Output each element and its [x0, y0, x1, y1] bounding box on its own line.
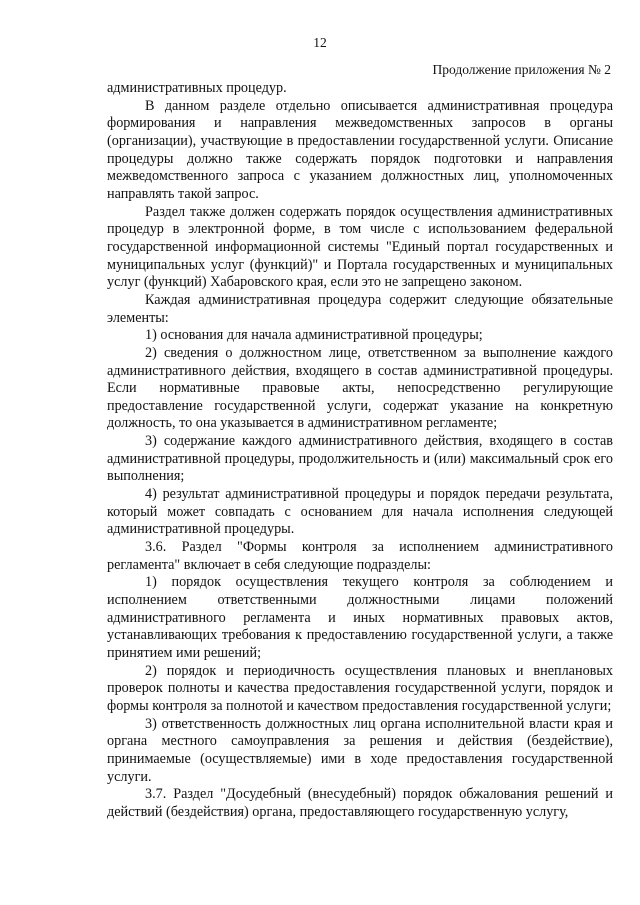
list-item: 3) содержание каждого административного действия, входящего в состав административной процедуры, продолжительность и (или) максимальный срок его выполнения;: [107, 433, 613, 485]
list-item: 2) сведения о должностном лице, ответственном за выполнение каждого административного действия, входящего в состав административной процедуры. Если нормативные правовые акты, непосредственно регулирующие предоставление государственной услуги, содержат указание на конкретную должность, то она указывается в административном регламенте;: [107, 344, 613, 432]
paragraph: В данном разделе отдельно описывается административная процедура формирования и направления межведомственных запросов в органы (организации), участвующие в предоставлении государственной услуги. Описание процедуры должно также содержать порядок подготовки и направления межведомственного запроса с указанием должностных лиц, уполномоченных направлять такой запрос.: [107, 97, 613, 202]
section-paragraph: 3.6. Раздел "Формы контроля за исполнением административного регламента" включает в себя следующие подразделы:: [107, 539, 613, 573]
page-number: 12: [313, 35, 327, 50]
paragraph: Раздел также должен содержать порядок осуществления административных процедур в электронной форме, в том числе с использованием федеральной государственной информационной системы "Единый портал государственных и муниципальных услуг (функций)" и Портала государственных и муниципальных услуг (функций) Хабаровского края, если это не запрещено законом.: [107, 203, 613, 291]
list-item: 2) порядок и периодичность осуществления плановых и внеплановых проверок полноты и качества предоставления государственной услуги, порядок и формы контроля за полнотой и качеством предоставления государственной услуги;: [107, 662, 613, 714]
list-item: 4) результат административной процедуры и порядок передачи результата, который может совпадать с основанием для начала исполнения следующей административной процедуры.: [107, 486, 613, 538]
paragraph-continuation: административных процедур.: [107, 80, 287, 96]
section-paragraph: 3.7. Раздел "Досудебный (внесудебный) порядок обжалования решений и действий (бездействия) органа, предоставляющего государственную услугу,: [107, 786, 613, 820]
list-item: 3) ответственность должностных лиц органа исполнительной власти края и органа местного самоуправления за решения и действия (бездействие), принимаемые (осуществляемые) ими в ходе предоставления государственной услуги.: [107, 715, 613, 785]
list-item: 1) порядок осуществления текущего контроля за соблюдением и исполнением ответственными должностными лицами положений административного регламента и иных нормативных правовых актов, устанавливающих требования к предоставлению государственной услуги, а также принятием ими решений;: [107, 574, 613, 661]
paragraph: Каждая административная процедура содержит следующие обязательные элементы:: [107, 291, 613, 326]
body-text: [107, 80, 613, 822]
list-item: 1) основания для начала административной процедуры;: [145, 327, 483, 344]
running-head: Продолжение приложения № 2: [432, 62, 611, 77]
